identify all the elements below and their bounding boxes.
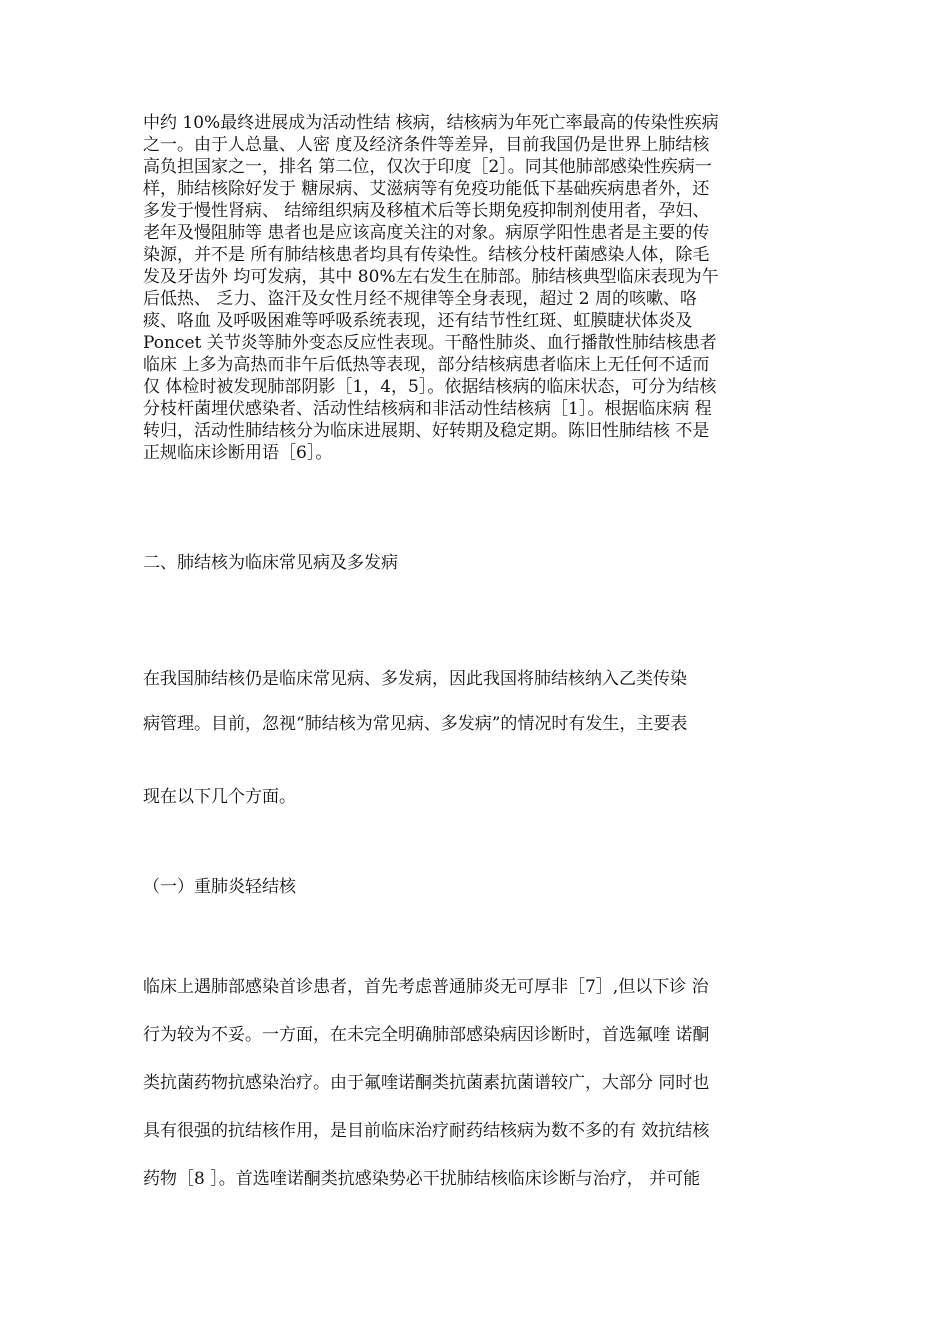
text-line: 转归，活动性肺结核分为临床进展期、好转期及稳定期。陈旧性肺结核 不是	[143, 421, 710, 441]
text-line: Poncet 关节炎等肺外变态反应性表现。干酪性肺炎、血行播散性肺结核患者	[143, 333, 717, 353]
text-line: 后低热、 乏力、盗汗及女性月经不规律等全身表现，超过 2 周的咳嗽、咯	[143, 289, 698, 309]
text-line: 仅 体检时被发现肺部阴影［1，4，5］。依据结核病的临床状态，可分为结核	[143, 377, 717, 397]
text-line: 高负担国家之一，排名 第二位，仅次于印度［2］。同其他肺部感染性疾病一	[143, 157, 712, 177]
text-line: 临床上遇肺部感染首诊患者，首先考虑普通肺炎无可厚非［7］,但以下诊 治	[143, 977, 709, 997]
text-line: 病管理。目前，忽视“肺结核为常见病、多发病”的情况时有发生，主要表	[143, 714, 688, 734]
text-line: 分枝杆菌埋伏感染者、活动性结核病和非活动性结核病［1］。根据临床病 程	[143, 399, 712, 419]
text-line: 药物［8 ］。首选喹诺酮类抗感染势必干扰肺结核临床诊断与治疗， 并可能	[143, 1169, 701, 1189]
text-line: 多发于慢性肾病、 结缔组织病及移植术后等长期免疫抑制剂使用者，孕妇、	[143, 201, 710, 221]
text-line: 样，肺结核除好发于 糖尿病、艾滋病等有免疫功能低下基础疾病患者外，还	[143, 179, 710, 199]
text-line: 类抗菌药物抗感染治疗。由于氟喹诺酮类抗菌素抗菌谱较广，大部分 同时也	[143, 1073, 710, 1093]
text-line: 之一。由于人总量、人密 度及经济条件等差异，目前我国仍是世界上肺结核	[143, 135, 710, 155]
text-line: 中约 10%最终进展成为活动性结 核病，结核病为年死亡率最高的传染性疾病	[143, 113, 719, 133]
text-line: 现在以下几个方面。	[143, 787, 296, 807]
text-line: 临床 上多为高热而非午后低热等表现，部分结核病患者临床上无任何不适而	[143, 355, 710, 375]
subsection-heading: （一）重肺炎轻结核	[143, 877, 296, 897]
paragraph-common-disease	[143, 650, 833, 827]
text-line: 正规临床诊断用语［6］。	[143, 443, 333, 463]
text-line: 行为较为不妥。一方面，在未完全明确肺部感染病因诊断时，首选氟喹 诺酮	[143, 1025, 710, 1045]
text-line: 痰、咯血 及呼吸困难等呼吸系统表现，还有结节性红斑、虹膜睫状体炎及	[143, 311, 693, 331]
text-line: 老年及慢阻肺等 患者也是应该高度关注的对象。病原学阳性患者是主要的传	[143, 223, 710, 243]
text-line: 染源，并不是 所有肺结核患者均具有传染性。结核分枝杆菌感染人体，除毛	[143, 245, 710, 265]
paragraph-tuberculosis-overview	[143, 112, 833, 464]
text-line: 发及牙齿外 均可发病，其中 80%左右发生在肺部。肺结核典型临床表现为午	[143, 267, 719, 287]
paragraph-pneumonia-vs-tb	[143, 963, 833, 1203]
text-line: 在我国肺结核仍是临床常见病、多发病，因此我国将肺结核纳入乙类传染	[143, 669, 687, 689]
section-heading: 二、肺结核为临床常见病及多发病	[143, 553, 398, 573]
text-line: 具有很强的抗结核作用，是目前临床治疗耐药结核病为数不多的有 效抗结核	[143, 1121, 710, 1141]
